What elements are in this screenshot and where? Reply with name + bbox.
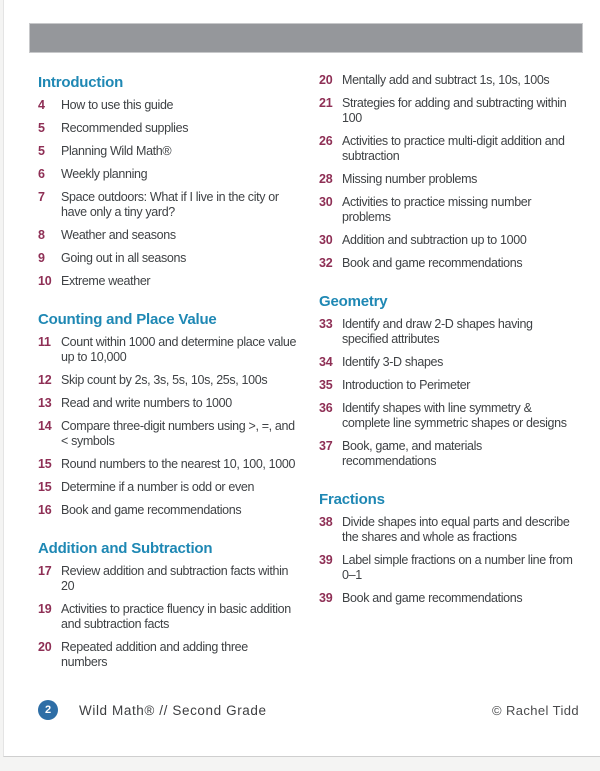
toc-entry xyxy=(38,228,304,243)
entry-page-number: 6 xyxy=(38,167,45,181)
footer-brand: Wild Math® // Second Grade xyxy=(79,703,267,718)
toc-entry xyxy=(319,73,578,88)
entry-page-number: 39 xyxy=(319,553,333,567)
entry-page-number: 32 xyxy=(319,256,333,270)
toc-entry xyxy=(319,553,578,583)
entry-page-number: 28 xyxy=(319,172,333,186)
entry-title: Addition and subtraction up to 1000 xyxy=(342,233,527,247)
toc-entry xyxy=(38,274,304,289)
entry-page-number: 7 xyxy=(38,190,45,204)
entry-page-number: 15 xyxy=(38,480,52,494)
toc-entry xyxy=(38,396,304,411)
entry-title: Book and game recommendations xyxy=(342,591,523,605)
toc-entry xyxy=(38,144,304,159)
entry-title: Read and write numbers to 1000 xyxy=(61,396,232,410)
toc-section xyxy=(38,73,304,289)
entry-title: Space outdoors: What if I live in the city or have only a tiny yard? xyxy=(61,190,279,219)
toc-entry xyxy=(38,602,304,632)
toc-right-column xyxy=(319,73,578,678)
entry-title: Going out in all seasons xyxy=(61,251,187,265)
toc-entry xyxy=(38,121,304,136)
page-number-badge xyxy=(38,700,58,720)
entry-title: Activities to practice fluency in basic addition and subtraction facts xyxy=(61,602,291,631)
toc-entry xyxy=(38,167,304,182)
toc-entry xyxy=(38,98,304,113)
entry-page-number: 39 xyxy=(319,591,333,605)
entry-page-number: 19 xyxy=(38,602,52,616)
entry-title: Extreme weather xyxy=(61,274,151,288)
table-of-contents xyxy=(38,73,578,678)
entry-page-number: 36 xyxy=(319,401,333,415)
entry-page-number: 20 xyxy=(38,640,52,654)
toc-entry xyxy=(319,233,578,248)
entry-page-number: 30 xyxy=(319,233,333,247)
entry-title: Count within 1000 and determine place value up to 10,000 xyxy=(61,335,297,364)
toc-entry xyxy=(319,195,578,225)
entry-title: Weather and seasons xyxy=(61,228,176,242)
entry-page-number: 37 xyxy=(319,439,333,453)
entry-page-number: 11 xyxy=(38,335,51,349)
toc-entry xyxy=(38,335,304,365)
page-number: 2 xyxy=(44,704,52,716)
entry-title: Activities to practice multi-digit addition and subtraction xyxy=(342,134,565,163)
entry-title: Book and game recommendations xyxy=(342,256,523,270)
entry-title: Planning Wild Math® xyxy=(61,144,172,158)
toc-entry xyxy=(319,439,578,469)
entry-title: Book and game recommendations xyxy=(61,503,242,517)
entry-title: Label simple fractions on a number line from 0–1 xyxy=(342,553,573,582)
entry-title: Identify 3-D shapes xyxy=(342,355,444,369)
toc-entry xyxy=(38,503,304,518)
section-heading: Fractions xyxy=(319,491,385,508)
toc-entry xyxy=(319,317,578,347)
toc-section xyxy=(319,292,578,469)
header-bar xyxy=(29,23,583,53)
entry-page-number: 33 xyxy=(319,317,333,331)
entry-title: Review addition and subtraction facts within 20 xyxy=(61,564,289,593)
entry-title: Identify and draw 2-D shapes having specified attributes xyxy=(342,317,533,346)
entry-page-number: 34 xyxy=(319,355,333,369)
entry-page-number: 8 xyxy=(38,228,45,242)
footer xyxy=(4,698,600,726)
entry-page-number: 15 xyxy=(38,457,52,471)
toc-entry xyxy=(38,373,304,388)
toc-left-column xyxy=(38,73,304,678)
toc-entry xyxy=(38,457,304,472)
entry-title: Strategies for adding and subtracting within 100 xyxy=(342,96,567,125)
toc-entry xyxy=(319,256,578,271)
entry-title: How to use this guide xyxy=(61,98,174,112)
entry-page-number: 14 xyxy=(38,419,52,433)
section-heading: Counting and Place Value xyxy=(38,311,217,328)
entry-page-number: 12 xyxy=(38,373,52,387)
entry-title: Book, game, and materials recommendations xyxy=(342,439,482,468)
entry-page-number: 16 xyxy=(38,503,52,517)
toc-entry xyxy=(319,172,578,187)
toc-entry xyxy=(319,378,578,393)
entry-page-number: 13 xyxy=(38,396,52,410)
entry-title: Skip count by 2s, 3s, 5s, 10s, 25s, 100s xyxy=(61,373,268,387)
toc-section xyxy=(38,539,304,670)
entry-title: Repeated addition and adding three numbers xyxy=(61,640,248,669)
toc-entry xyxy=(38,419,304,449)
footer-copyright: © Rachel Tidd xyxy=(491,703,579,718)
toc-section xyxy=(319,490,578,606)
toc-entry xyxy=(319,515,578,545)
toc-section xyxy=(319,73,578,271)
entry-title: Missing number problems xyxy=(342,172,478,186)
toc-entry xyxy=(319,591,578,606)
toc-entry xyxy=(38,480,304,495)
toc-entry xyxy=(319,96,578,126)
entry-page-number: 17 xyxy=(38,564,52,578)
section-heading: Geometry xyxy=(319,293,388,310)
toc-entry xyxy=(38,190,304,220)
entry-page-number: 21 xyxy=(319,96,333,110)
entry-title: Mentally add and subtract 1s, 10s, 100s xyxy=(342,73,550,87)
entry-page-number: 38 xyxy=(319,515,333,529)
entry-title: Weekly planning xyxy=(61,167,148,181)
entry-page-number: 5 xyxy=(38,121,45,135)
toc-entry xyxy=(319,401,578,431)
entry-title: Divide shapes into equal parts and describe the shares and whole as fractions xyxy=(342,515,570,544)
entry-title: Round numbers to the nearest 10, 100, 1000 xyxy=(61,457,296,471)
entry-title: Identify shapes with line symmetry & complete line symmetric shapes or designs xyxy=(342,401,567,430)
section-heading: Introduction xyxy=(38,74,124,91)
entry-page-number: 5 xyxy=(38,144,45,158)
entry-title: Recommended supplies xyxy=(61,121,189,135)
document-sheet xyxy=(3,0,600,757)
entry-title: Activities to practice missing number problems xyxy=(342,195,532,224)
entry-page-number: 26 xyxy=(319,134,333,148)
entry-title: Determine if a number is odd or even xyxy=(61,480,255,494)
toc-section xyxy=(38,310,304,518)
entry-page-number: 35 xyxy=(319,378,333,392)
toc-entry xyxy=(38,251,304,266)
entry-page-number: 10 xyxy=(38,274,52,288)
entry-page-number: 9 xyxy=(38,251,45,265)
entry-title: Compare three-digit numbers using >, =, and < symbols xyxy=(61,419,295,448)
entry-page-number: 20 xyxy=(319,73,333,87)
toc-entry xyxy=(38,640,304,670)
entry-page-number: 4 xyxy=(38,98,45,112)
toc-entry xyxy=(319,134,578,164)
entry-page-number: 30 xyxy=(319,195,333,209)
entry-title: Introduction to Perimeter xyxy=(342,378,471,392)
section-heading: Addition and Subtraction xyxy=(38,540,213,557)
toc-entry xyxy=(38,564,304,594)
toc-entry xyxy=(319,355,578,370)
